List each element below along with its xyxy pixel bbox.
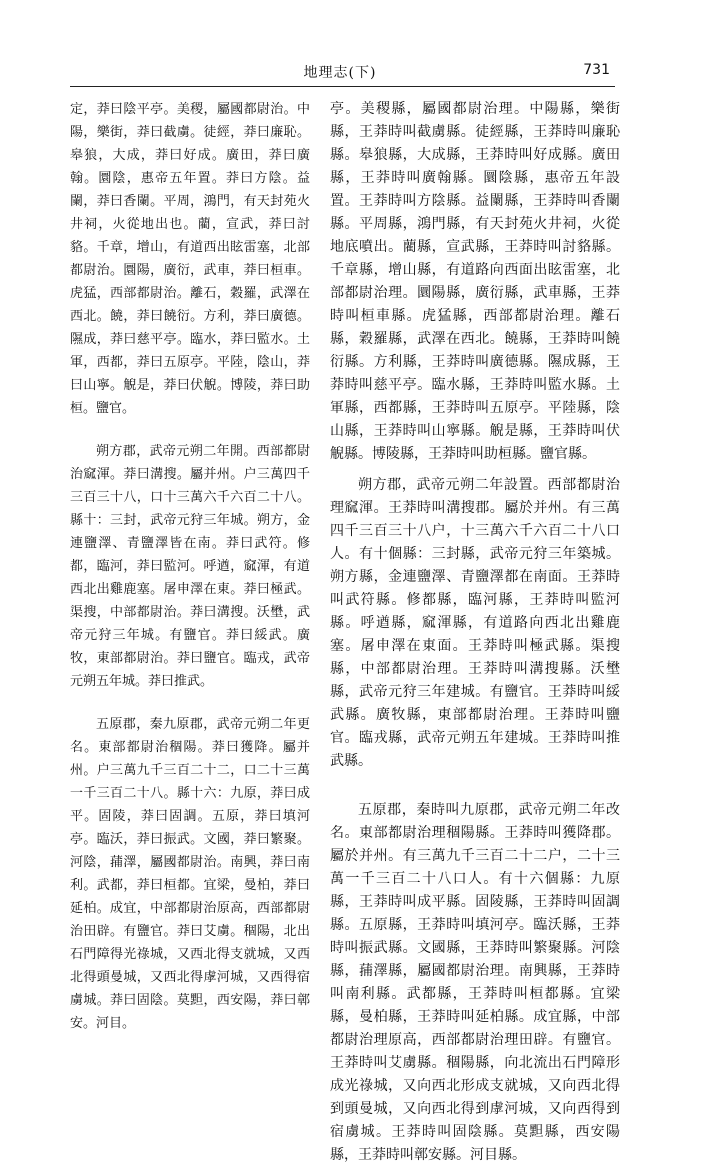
header-rule (70, 86, 615, 87)
classical-text-column (70, 98, 310, 1035)
translation-column (330, 98, 620, 1167)
classical-paragraph-3: 五原郡，秦九原郡，武帝元朔二年更名。東部都尉治稒陽。莽曰獲降。屬并州。户三萬九千三百二十二，口二十三萬一千三百二十八。縣十六：九原，莽曰成平。固陵，莽曰固調。五原，莽曰填河亭。臨沃，莽曰振武。文國，莽曰繁聚。河陰，蒱澤，屬國都尉治。南興，莽曰南利。武都，莽曰桓都。宜梁，曼柏，莽曰延柏。成宜，中部都尉治原高，西部都尉治田辟。有鹽官。莽曰艾虜。稒陽，北出石門障得光祿城，又西北得支就城，又西北得頭曼城，又西北得虖河城，又西得宿虜城。莽曰固陰。莫䵣，西安陽，莽曰鄣安。河目。 (70, 717, 310, 1031)
translation-paragraph-3: 五原郡，秦時叫九原郡，武帝元朔二年改名。東部都尉治理稒陽縣。王莽時叫獲降郡。屬於并州。有三萬九千三百二十二户，二十三萬一千三百二十八口人。有十六個縣：九原縣，王莽時叫成平縣。固陵縣，王莽時叫固調縣。五原縣，王莽時叫填河亭。臨沃縣，王莽時叫振武縣。文國縣，王莽時叫繁聚縣。河陰縣，蒱澤縣，屬國都尉治理。南興縣，王莽時叫南利縣。武都縣，王莽時叫桓都縣。宜梁縣，曼柏縣，王莽時叫延柏縣。成宜縣，中部都尉治理原高，西部都尉治理田辟。有鹽官。王莽時叫艾虜縣。稒陽縣，向北流出石門障形成光祿城，又向西北形成支就城，又向西北得到頭曼城，又向西北得到虖河城，又向西得到宿虜城。王莽時叫固陰縣。莫䵣縣，西安陽縣，王莽時叫鄣安縣。河目縣。 (330, 802, 620, 1163)
translation-paragraph-1: 亭。美稷縣，屬國都尉治理。中陽縣，樂街縣，王莽時叫截虜縣。徒經縣，王莽時叫廉恥縣。皋狼縣，大成縣，王莽時叫好成縣。廣田縣，王莽時叫廣翰縣。圜陰縣，惠帝五年設置。王莽時叫方陰縣。益闌縣，王莽時叫香闌縣。平周縣，鴻門縣，有天封苑火井祠，火從地底噴出。藺縣，宣武縣，王莽時叫討貉縣。千章縣，增山縣，有道路向西面出眩雷塞，北部都尉治理。圜陽縣，廣衍縣，武車縣，王莽時叫桓車縣。虎猛縣，西部都尉治理。離石縣，穀羅縣，武澤在西北。饒縣，王莽時叫饒衍縣。方利縣，王莽時叫廣德縣。隰成縣，王莽時叫慈平亭。臨水縣，王莽時叫監水縣。土軍縣，西都縣，王莽時叫五原亭。平陸縣，陰山縣，王莽時叫山寧縣。觬是縣，王莽時叫伏觬縣。博陵縣，王莽時叫助桓縣。鹽官縣。 (330, 101, 620, 462)
page-number: 731 (583, 62, 610, 78)
classical-paragraph-1: 定，莽曰陰平亭。美稷，屬國都尉治。中陽，樂街，莽曰截虜。徒經，莽曰廉恥。皋狼，大成，莽曰好成。廣田，莽曰廣翰。圜陰，惠帝五年置。莽曰方陰。益闌，莽曰香闌。平周，鴻門，有天封苑火井祠，火從地出也。藺，宣武，莽曰討貉。千章，增山，有道西出眩雷塞，北部都尉治。圜陽，廣衍，武車，莽曰桓車。虎猛，西部都尉治。離石，穀羅，武澤在西北。饒，莽曰饒衍。方利，莽曰廣德。隰成，莽曰慈平亭。臨水，莽曰監水。土軍，西都，莽曰五原亭。平陸，陰山，莽曰山寧。觬是，莽曰伏觬。博陵，莽曰助桓。鹽官。 (70, 102, 310, 416)
chapter-title: 地理志(下) (303, 65, 377, 81)
classical-paragraph-2: 朔方郡，武帝元朔二年開。西部都尉治窳渾。莽曰溝搜。屬并州。户三萬四千三百三十八，口十三萬六千六百二十八。縣十：三封，武帝元狩三年城。朔方，金連鹽澤、青鹽澤皆在南。莽曰武符。修都，臨河，莽曰監河。呼遒，窳渾，有道西北出雞鹿塞。屠申澤在東。莽曰極武。渠搜，中部都尉治。莽曰溝搜。沃壄，武帝元狩三年城。有鹽官。莽曰綏武。廣牧，東部都尉治。莽曰鹽官。臨戎，武帝元朔五年城。莽曰推武。 (70, 444, 310, 689)
running-header (70, 62, 610, 84)
translation-paragraph-2: 朔方郡，武帝元朔二年設置。西部都尉治理窳渾。王莽時叫溝搜郡。屬於并州。有三萬四千三百三十八户，十三萬六千六百二十八口人。有十個縣：三封縣，武帝元狩三年築城。朔方縣，金連鹽澤、青鹽澤都在南面。王莽時叫武符縣。修都縣，臨河縣，王莽時叫監河縣。呼遒縣，窳渾縣，有道路向西北出雞鹿塞。屠申澤在東面。王莽時叫極武縣。渠搜縣，中部都尉治理。王莽時叫溝搜縣。沃壄縣，武帝元狩三年建城。有鹽官。王莽時叫綏武縣。廣牧縣，東部都尉治理。王莽時叫鹽官。臨戎縣，武帝元朔五年建城。王莽時叫推武縣。 (330, 477, 620, 769)
